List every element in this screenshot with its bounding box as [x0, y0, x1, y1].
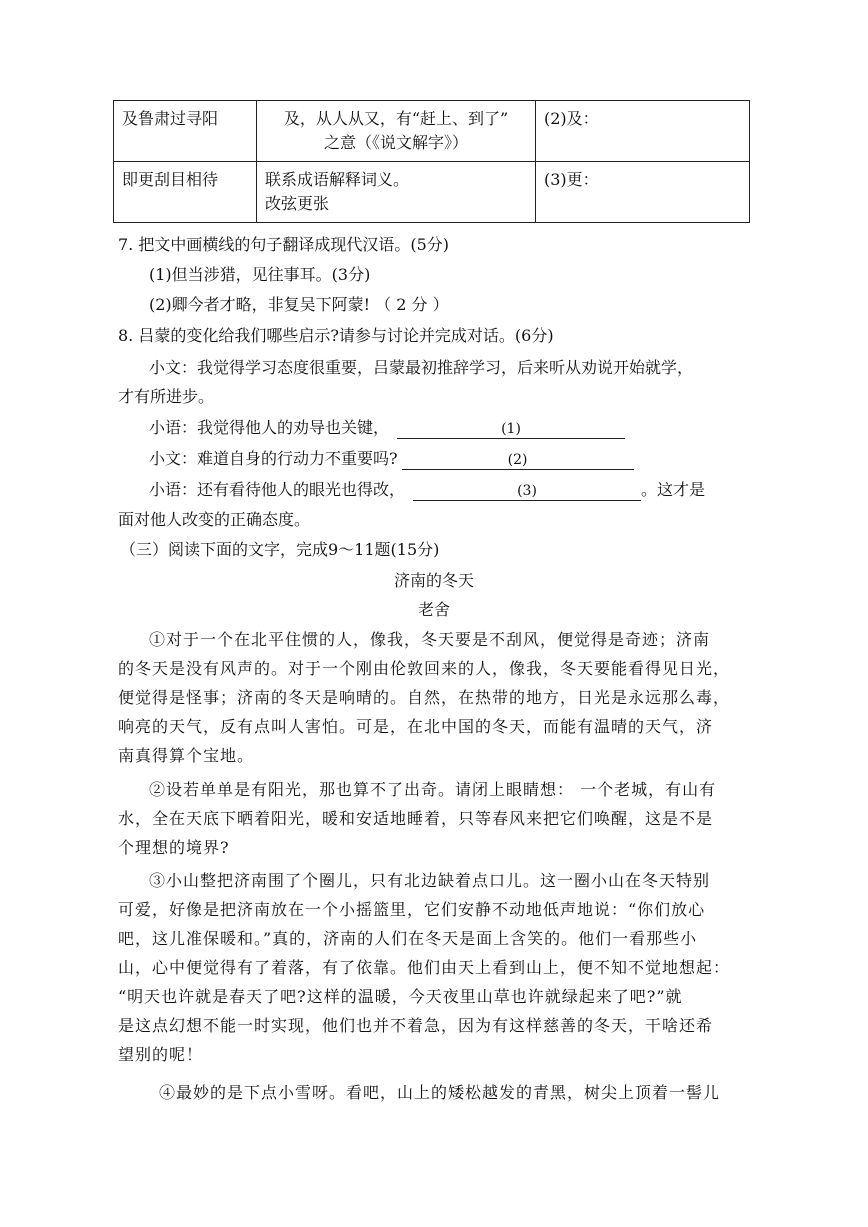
dialogue-text: 小文：难道自身的行动力不重要吗? — [149, 449, 398, 468]
paragraph-line: 可爱，好像是把济南放在一个小摇篮里，它们安静不动地低声地说：“你们放心 — [118, 900, 706, 919]
table-row — [114, 162, 750, 223]
table-cell-note — [257, 162, 536, 223]
paragraph-line: 南真得算个宝地。 — [118, 746, 255, 765]
answer-blank-2[interactable]: (2) — [402, 451, 634, 470]
paragraph-4 — [118, 1078, 720, 1107]
dialogue-xiaowen-2 — [149, 448, 634, 470]
paragraph-line: 便觉得是怪事；济南的冬天是响晴的。自然，在热带的地方，日光是永远那么毒， — [118, 688, 731, 707]
question-8-stem: 8. 吕蒙的变化给我们哪些启示?请参与讨论并完成对话。(6分) — [118, 326, 554, 345]
dialogue-xiaowen-1: 小文：我觉得学习态度很重要，吕蒙最初推辞学习，后来听从劝说开始就学， — [149, 358, 694, 377]
paragraph-line: 望别的呢！ — [118, 1045, 204, 1064]
paragraph-line: 山，心中便觉得有了着落，有了依靠。他们由天上看到山上，便不知不觉地想起： — [118, 958, 731, 977]
answer-blank-3[interactable]: (3) — [413, 482, 641, 501]
answer-blank-1[interactable]: (1) — [397, 420, 625, 439]
paragraph-1 — [118, 625, 730, 770]
dialogue-text: 。这才是 — [641, 480, 706, 499]
paragraph-3 — [118, 866, 730, 1069]
dialogue-xiaoyu-2 — [149, 479, 705, 501]
article-author: 老舍 — [417, 600, 450, 619]
table-row — [114, 101, 750, 162]
paragraph-line: 个理想的境界? — [118, 838, 230, 857]
article-title: 济南的冬天 — [393, 571, 474, 590]
table-cell-answer: (2)及： — [536, 101, 750, 162]
dialogue-text: 小语：我觉得他人的劝导也关键， — [149, 418, 390, 437]
vocabulary-table — [113, 100, 750, 223]
table-cell-answer: (3)更： — [536, 162, 750, 223]
dialogue-xiaowen-1-cont: 才有所进步。 — [118, 387, 215, 406]
dialogue-xiaoyu-2-cont: 面对他人改变的正确态度。 — [118, 510, 311, 529]
paragraph-line: 的冬天是没有风声的。对于一个刚由伦敦回来的人，像我，冬天要能看得见日光， — [118, 659, 731, 678]
dialogue-xiaoyu-1 — [149, 417, 625, 439]
paragraph-line: 吧，这儿准保暖和。”真的，济南的人们在冬天是面上含笑的。他们一看那些小 — [118, 929, 698, 948]
paragraph-line: ②设若单单是有阳光，那也算不了出奇。请闭上眼睛想： 一个老城，有山有 — [149, 780, 717, 799]
note-line: 改弦更张 — [265, 194, 330, 213]
note-line: 联系成语解释词义。 — [265, 170, 410, 189]
table-cell-word: 及鲁肃过寻阳 — [114, 101, 257, 162]
paragraph-line: ③小山整把济南围了个圈儿，只有北边缺着点口儿。这一圈小山在冬天特别 — [149, 871, 711, 890]
dialogue-text: 小语：还有看待他人的眼光也得改， — [149, 480, 406, 499]
paragraph-line: 是这点幻想不能一时实现，他们也并不着急，因为有这样慈善的冬天，干啥还希 — [118, 1016, 714, 1035]
note-line: 之意（《说文解字》） — [323, 133, 468, 152]
note-line: 及，从人从又，有“赶上、到了” — [283, 109, 509, 128]
paragraph-line: ①对于一个在北平住惯的人，像我，冬天要是不刮风，便觉得是奇迹；济南 — [149, 630, 711, 649]
paragraph-2 — [118, 775, 716, 862]
table-cell-note — [257, 101, 536, 162]
table-cell-word: 即更刮目相待 — [114, 162, 257, 223]
question-7-sub-1: (1)但当涉猎，见往事耳。(3分) — [149, 265, 371, 284]
paragraph-line: 水，全在天底下晒着阳光，暖和安适地睡着，只等春风来把它们唤醒，这是不是 — [118, 809, 714, 828]
question-7-sub-2: (2)卿今者才略，非复吴下阿蒙! （ 2 分 ） — [149, 295, 449, 314]
paragraph-line: 响亮的天气，反有点叫人害怕。可是，在北中国的冬天，而能有温晴的天气，济 — [118, 717, 714, 736]
question-7-stem: 7. 把文中画横线的句子翻译成现代汉语。(5分) — [118, 235, 450, 254]
paragraph-line: “明天也许就是春天了吧?这样的温暖，今天夜里山草也许就绿起来了吧?”就 — [118, 987, 683, 1006]
section-3-heading: （三）阅读下面的文字，完成9～11题(15分) — [120, 540, 440, 559]
paragraph-line: ④最妙的是下点小雪呀。看吧，山上的矮松越发的青黑，树尖上顶着一髻儿 — [159, 1083, 721, 1102]
